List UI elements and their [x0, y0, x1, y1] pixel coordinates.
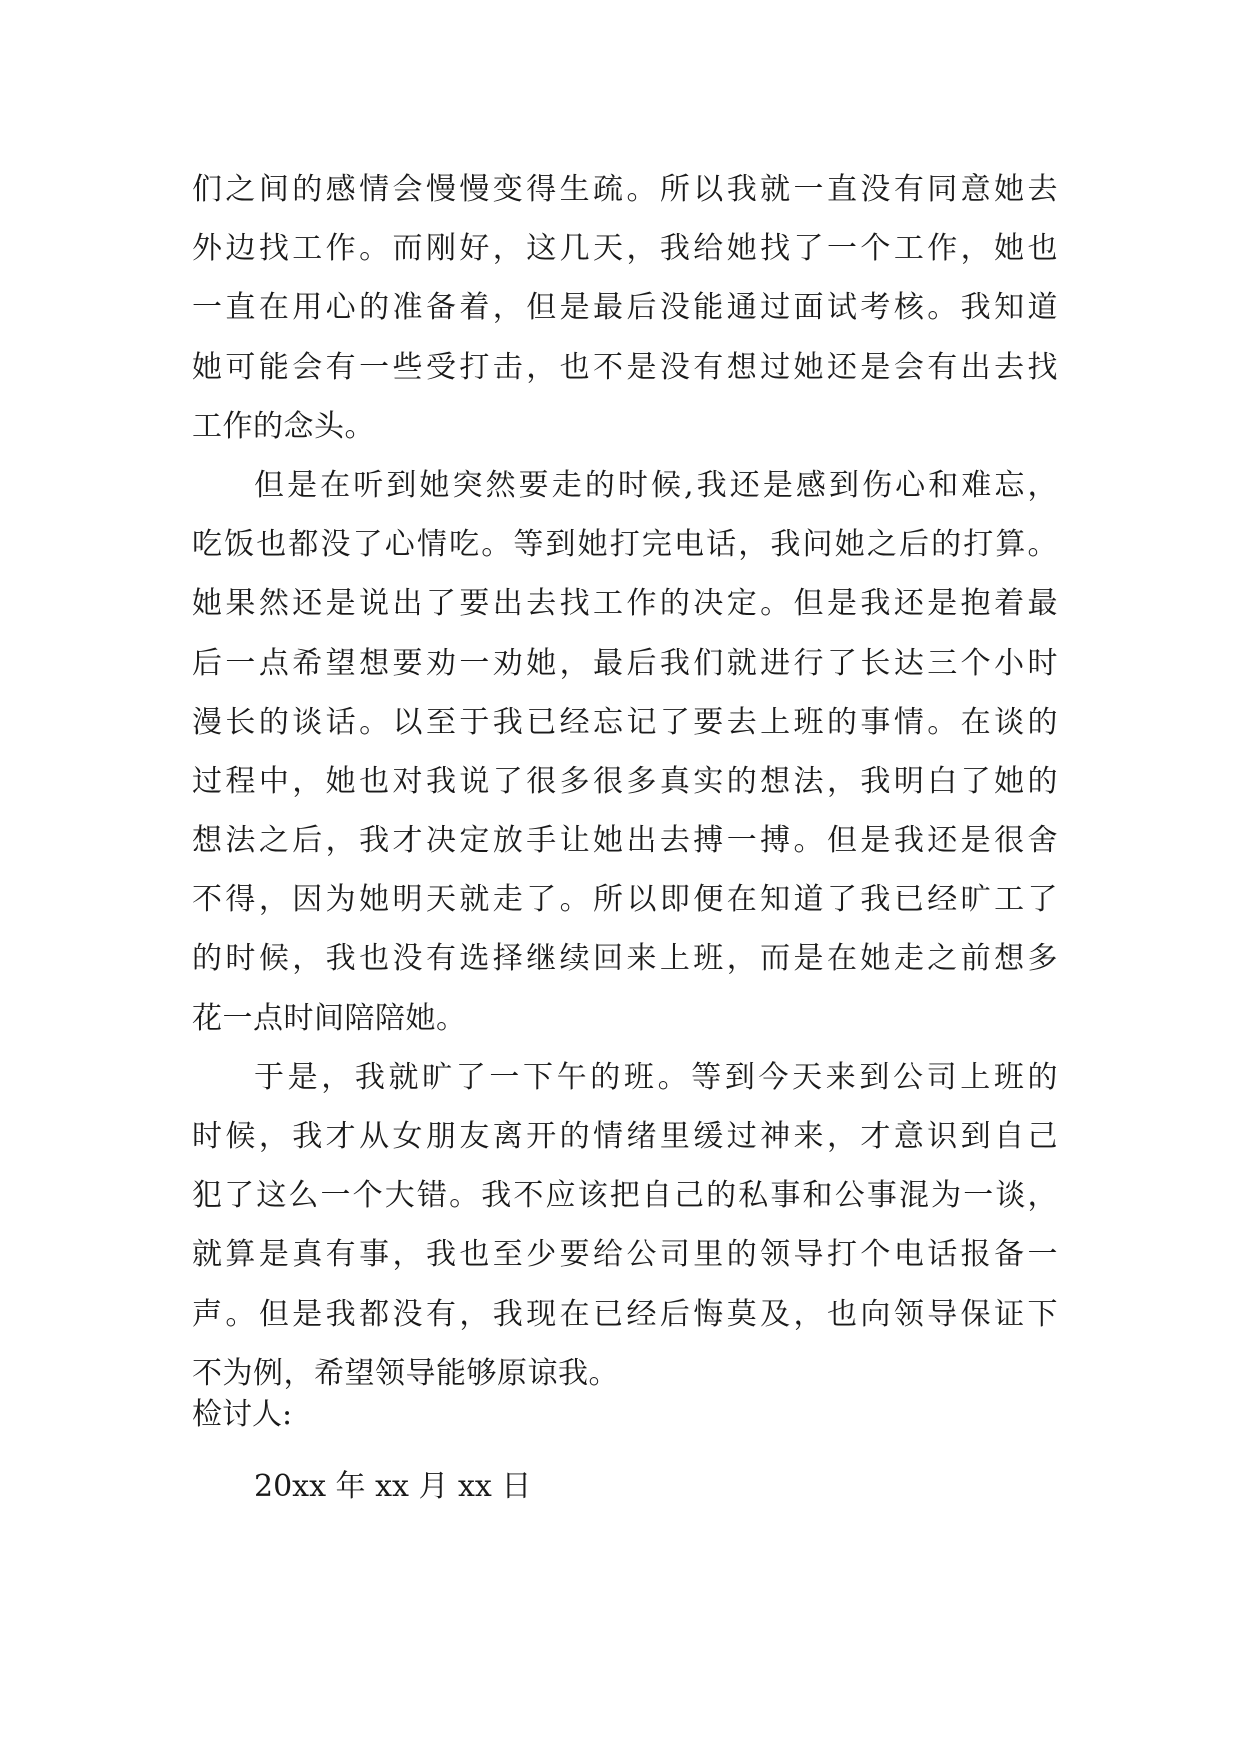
- signer-label: 检讨人:: [192, 1397, 293, 1432]
- paragraph-line: 花一点时间陪陪她。: [192, 1000, 467, 1036]
- paragraph-line: 但是在听到她突然要走的时候,我还是感到伤心和难忘，: [254, 467, 1058, 503]
- paragraph-line: 工作的念头。: [192, 408, 375, 444]
- paragraph-line: 们之间的感情会慢慢变得生疏。所以我就一直没有同意她去: [192, 172, 1058, 207]
- paragraph-line: 的时候，我也没有选择继续回来上班，而是在她走之前想多: [192, 941, 1058, 977]
- paragraph-line: 想法之后，我才决定放手让她出去搏一搏。但是我还是很舍: [192, 823, 1058, 859]
- paragraph-line: 后一点希望想要劝一劝她，最后我们就进行了长达三个小时: [192, 645, 1058, 681]
- paragraph-line: 她可能会有一些受打击，也不是没有想过她还是会有出去找: [192, 349, 1058, 385]
- paragraph-line: 不为例，希望领导能够原谅我。: [192, 1355, 619, 1391]
- paragraph-line: 于是，我就旷了一下午的班。等到今天来到公司上班的: [254, 1059, 1058, 1095]
- paragraph-line: 就算是真有事，我也至少要给公司里的领导打个电话报备一: [192, 1237, 1058, 1273]
- paragraph-line: 不得，因为她明天就走了。所以即便在知道了我已经旷工了: [192, 882, 1058, 918]
- body-text: [192, 160, 1058, 1403]
- date-line: 20xx 年 xx 月 xx 日: [254, 1469, 532, 1504]
- paragraph-line: 过程中，她也对我说了很多很多真实的想法，我明白了她的: [192, 763, 1058, 799]
- paragraph-line: 犯了这么一个大错。我不应该把自己的私事和公事混为一谈，: [192, 1178, 1058, 1214]
- paragraph-line: 她果然还是说出了要出去找工作的决定。但是我还是抱着最: [192, 586, 1058, 622]
- paragraph-line: 一直在用心的准备着，但是最后没能通过面试考核。我知道: [192, 290, 1058, 326]
- paragraph-line: 时候，我才从女朋友离开的情绪里缓过神来，才意识到自己: [192, 1119, 1058, 1154]
- paragraph-line: 吃饭也都没了心情吃。等到她打完电话，我问她之后的打算。: [192, 527, 1058, 563]
- paragraph-line: 外边找工作。而刚好，这几天，我给她找了一个工作，她也: [192, 231, 1058, 267]
- paragraph-line: 声。但是我都没有，我现在已经后悔莫及，也向领导保证下: [192, 1296, 1058, 1332]
- paragraph-line: 漫长的谈话。以至于我已经忘记了要去上班的事情。在谈的: [192, 704, 1058, 740]
